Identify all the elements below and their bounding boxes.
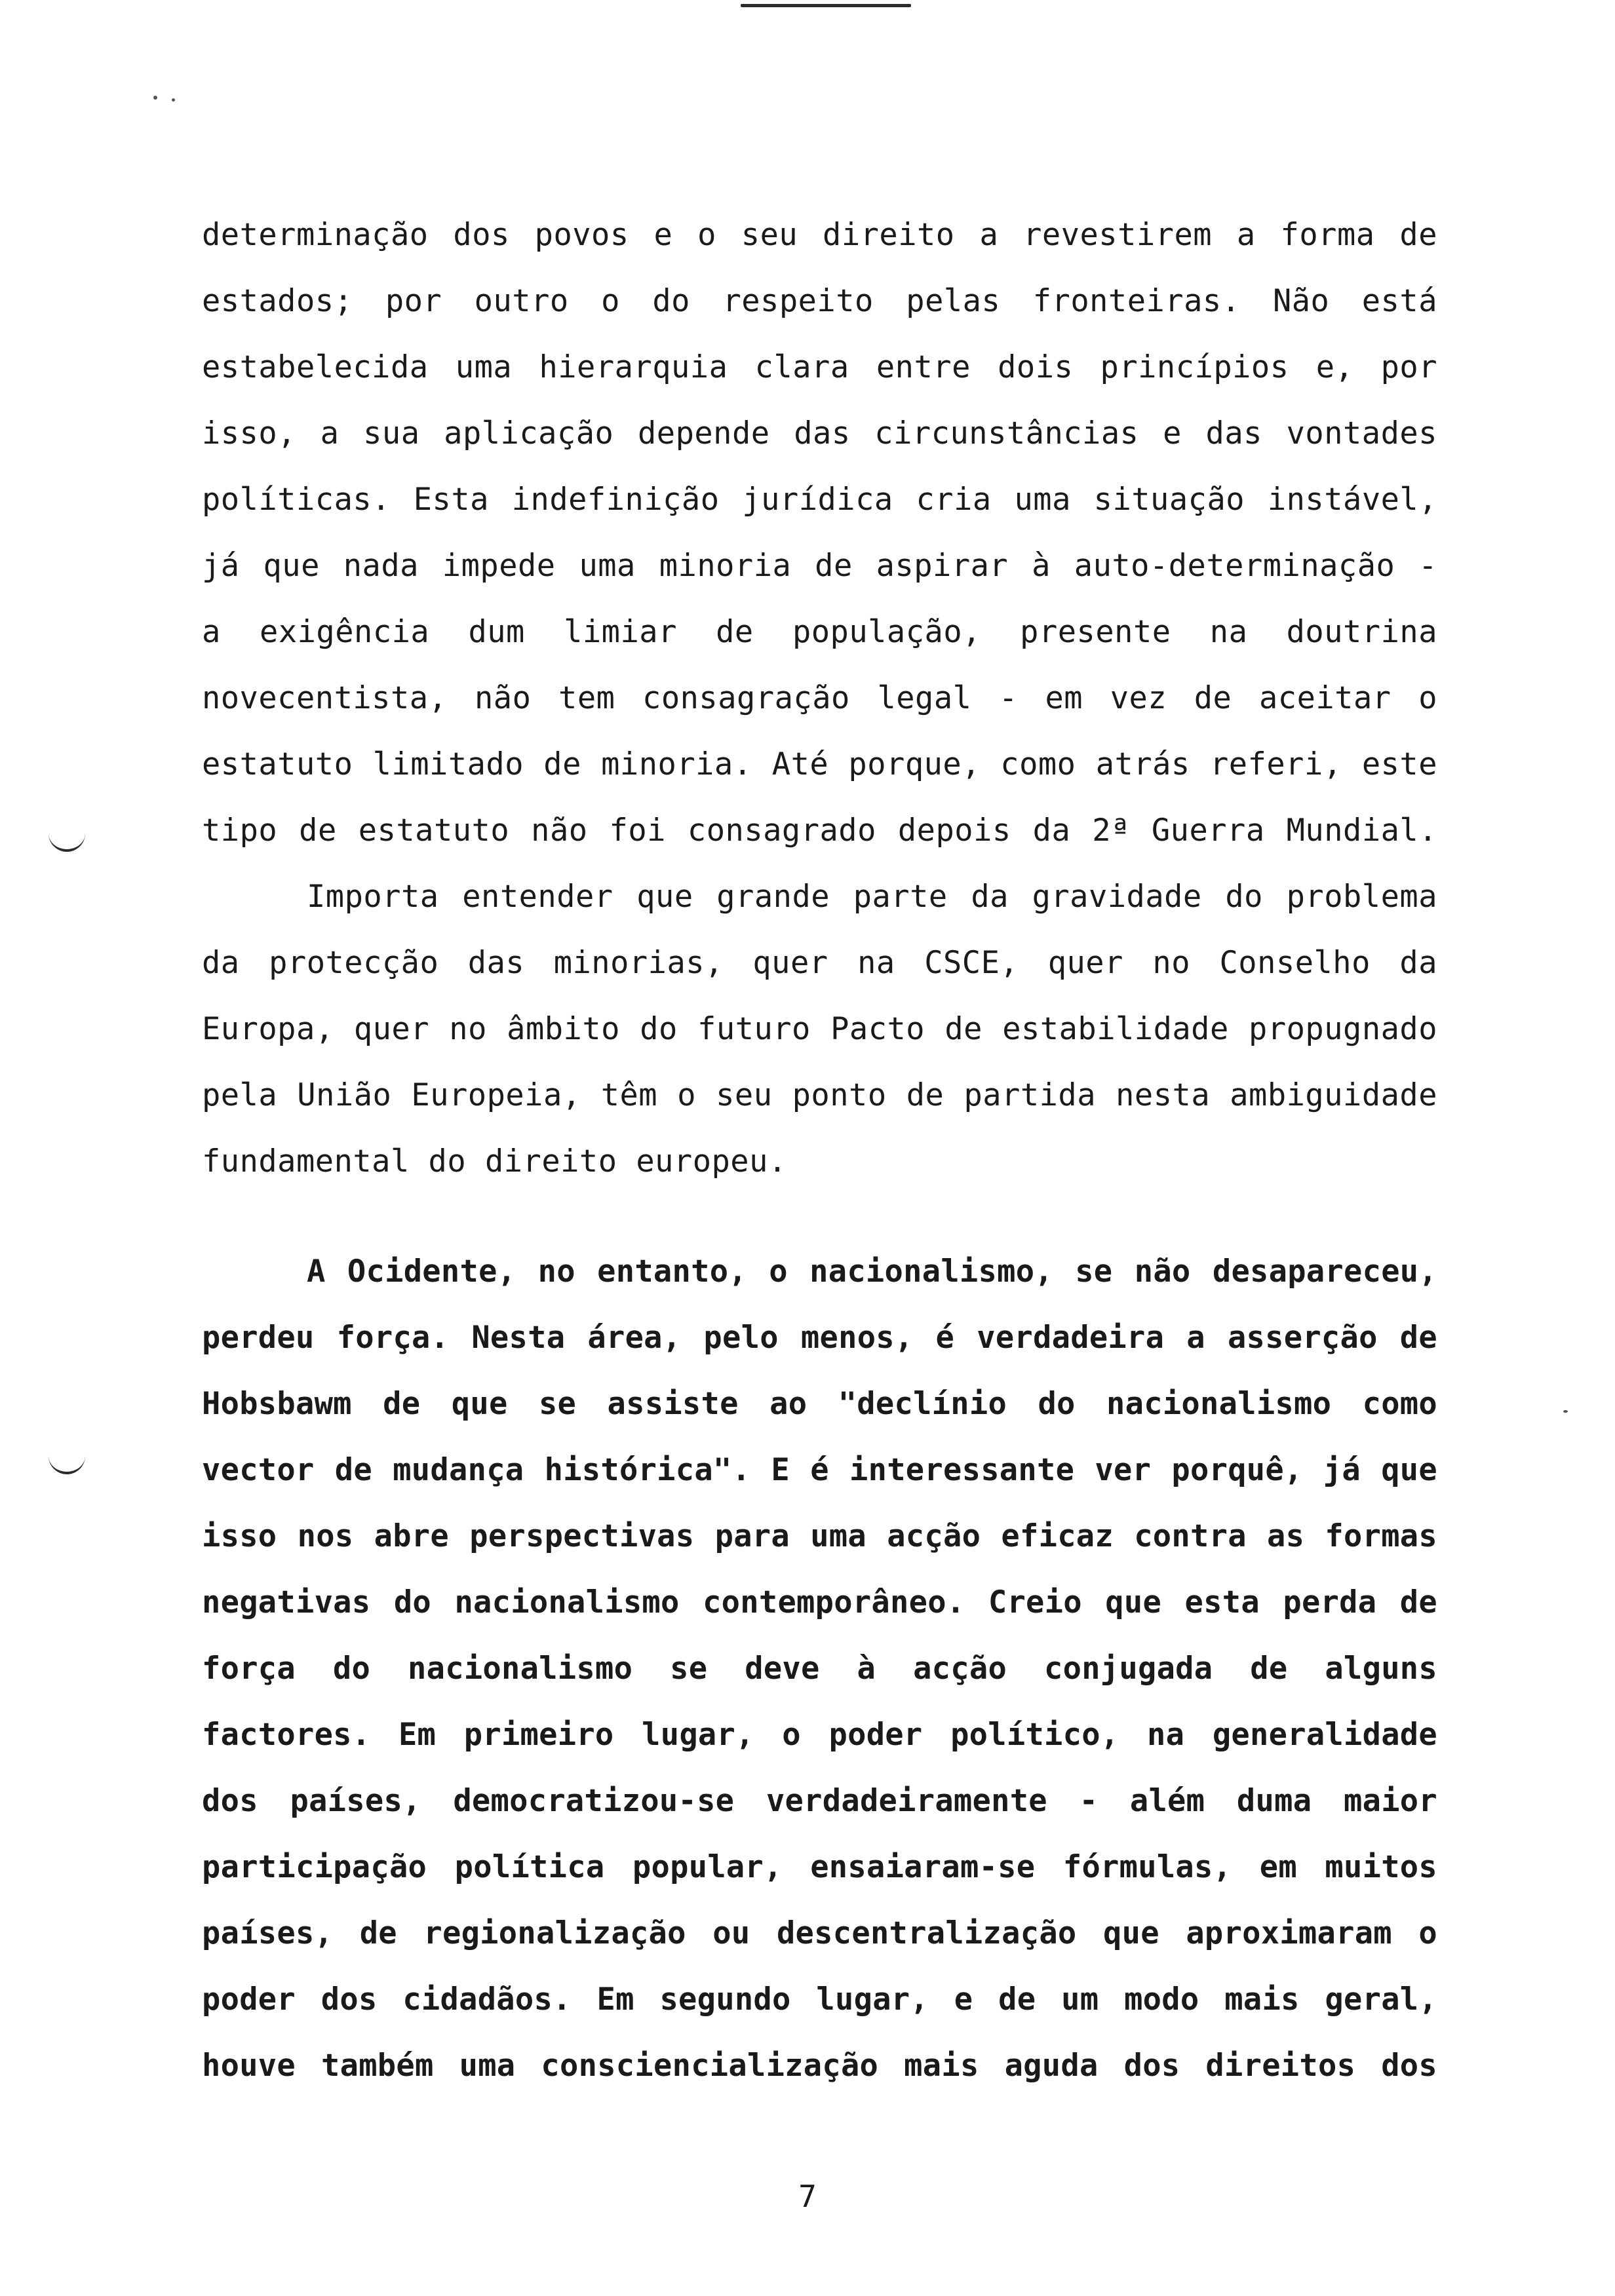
- text-line: factores. Em primeiro lugar, o poder político, na generalidade: [202, 1717, 1437, 1753]
- text-line: dos países, democratizou-se verdadeiramente - além duma maior: [202, 1783, 1437, 1819]
- text-line: força do nacionalismo se deve à acção conjugada de alguns: [202, 1651, 1437, 1687]
- paragraph-1: [202, 202, 1437, 1195]
- text-line: estabelecida uma hierarquia clara entre dois princípios e, por: [202, 349, 1437, 385]
- scan-speck: [1563, 1410, 1568, 1413]
- punch-hole-mark: [49, 831, 85, 852]
- text-line: houve também uma consciencialização mais aguda dos direitos dos: [202, 2048, 1437, 2084]
- text-line: negativas do nacionalismo contemporâneo. Creio que esta perda de: [202, 1584, 1437, 1620]
- text-line: isso nos abre perspectivas para uma acção eficaz contra as formas: [202, 1518, 1437, 1554]
- text-line: países, de regionalização ou descentralização que aproximaram o: [202, 1915, 1437, 1951]
- text-line: Europa, quer no âmbito do futuro Pacto de estabilidade propugnado: [202, 1011, 1437, 1047]
- text-line: fundamental do direito europeu.: [202, 1143, 787, 1179]
- text-line: tipo de estatuto não foi consagrado depois da 2ª Guerra Mundial.: [202, 813, 1437, 849]
- text-line: novecentista, não tem consagração legal - em vez de aceitar o: [202, 680, 1437, 716]
- text-line: A Ocidente, no entanto, o nacionalismo, se não desapareceu,: [307, 1253, 1437, 1290]
- scan-speck: [172, 98, 175, 102]
- text-line: Hobsbawm de que se assiste ao "declínio do nacionalismo como: [202, 1386, 1437, 1422]
- text-line: isso, a sua aplicação depende das circunstâncias e das vontades: [202, 415, 1437, 451]
- text-line: pela União Europeia, têm o seu ponto de partida nesta ambiguidade: [202, 1077, 1437, 1113]
- text-line: políticas. Esta indefinição jurídica cria uma situação instável,: [202, 482, 1437, 518]
- text-line: determinação dos povos e o seu direito a revestirem a forma de: [202, 217, 1437, 253]
- text-line: poder dos cidadãos. Em segundo lugar, e de um modo mais geral,: [202, 1981, 1437, 2018]
- scan-speck: [153, 96, 157, 100]
- text-line: da protecção das minorias, quer na CSCE, quer no Conselho da: [202, 945, 1437, 981]
- top-rule: [741, 4, 911, 7]
- text-line: já que nada impede uma minoria de aspirar à auto-determinação -: [202, 548, 1437, 584]
- text-line: estados; por outro o do respeito pelas fronteiras. Não está: [202, 283, 1437, 319]
- page-number: 7: [798, 2179, 817, 2214]
- text-line: vector de mudança histórica". E é interessante ver porquê, já que: [202, 1452, 1437, 1488]
- text-line: a exigência dum limiar de população, presente na doutrina: [202, 614, 1437, 650]
- paragraph-3: [202, 1238, 1437, 2099]
- punch-hole-mark: [49, 1453, 85, 1474]
- text-line: Importa entender que grande parte da gravidade do problema: [307, 879, 1437, 915]
- text-line: perdeu força. Nesta área, pelo menos, é verdadeira a asserção de: [202, 1320, 1437, 1356]
- text-line: estatuto limitado de minoria. Até porque, como atrás referi, este: [202, 746, 1437, 782]
- text-line: participação política popular, ensaiaram-se fórmulas, em muitos: [202, 1849, 1437, 1885]
